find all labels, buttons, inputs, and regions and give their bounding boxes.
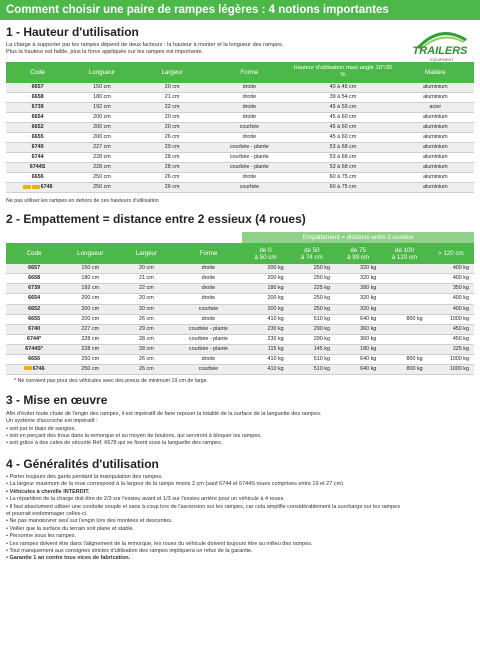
load-cell: 360 kg — [335, 334, 381, 344]
empattement-group-header: Empattement = distance entre 2 essieux — [242, 232, 474, 243]
table-cell: 26 cm — [135, 183, 210, 193]
load-cell: 250 kg — [289, 304, 335, 314]
load-cell: 640 kg — [335, 354, 381, 364]
load-cell: 290 kg — [289, 334, 335, 344]
load-cell: 200 kg — [242, 294, 288, 304]
table-cell: droite — [174, 314, 242, 324]
col-dist-0-50: de 0 à 50 cm — [242, 243, 288, 264]
load-cell: 410 kg — [242, 354, 288, 364]
table-cell: 20 cm — [118, 294, 174, 304]
table-row — [6, 274, 474, 284]
table-cell: aluminium — [397, 143, 474, 153]
load-cell: 320 kg — [335, 274, 381, 284]
table-cell: droite — [174, 284, 242, 294]
col-dist-over-120: > 120 cm — [428, 243, 474, 264]
badge-icon — [32, 185, 40, 189]
table-row — [6, 123, 474, 133]
badge-icon — [24, 366, 32, 370]
table-cell: 26 cm — [135, 173, 210, 183]
load-cell: 400 kg — [381, 294, 474, 304]
col-longueur: Longueur — [69, 62, 135, 83]
list-item: • Tout manquement aux consignes strictes d'utilisation des rampes impliquera un refus de la garantie. — [6, 547, 253, 554]
code-cell: 6744S* — [6, 344, 62, 354]
table-cell: acier — [397, 102, 474, 112]
load-cell: 510 kg — [289, 354, 335, 364]
load-cell: 360 kg — [335, 324, 381, 334]
load-cell: 1000 kg — [428, 314, 474, 324]
table-cell: aluminium — [397, 133, 474, 143]
table-cell: aluminium — [397, 163, 474, 173]
table-cell: aluminium — [397, 112, 474, 122]
table-cell: 29 cm — [135, 143, 210, 153]
load-cell: 115 kg — [242, 344, 288, 354]
table-cell: droite — [210, 173, 290, 183]
badge-icon — [23, 185, 31, 189]
table-cell: 45 à 60 cm — [289, 133, 397, 143]
code-cell: 6740 — [6, 143, 69, 153]
section-4-text — [6, 474, 474, 563]
load-cell: 320 kg — [335, 294, 381, 304]
code-cell: 6652 — [6, 304, 62, 314]
table-cell: aluminium — [397, 183, 474, 193]
table-cell: 250 cm — [69, 183, 135, 193]
table-row — [6, 102, 474, 112]
table-cell: droite — [210, 102, 290, 112]
section-4-heading: 4 - Généralités d'utilisation — [6, 456, 159, 471]
table-cell: 28 cm — [135, 153, 210, 163]
col-code: Code — [6, 243, 62, 264]
table-cell: 21 cm — [135, 92, 210, 102]
table-cell: courbée — [210, 183, 290, 193]
load-cell: 640 kg — [335, 314, 381, 324]
table-row — [6, 173, 474, 183]
col-largeur: Largeur — [135, 62, 210, 83]
load-cell: 250 kg — [289, 294, 335, 304]
table-cell: 200 cm — [69, 123, 135, 133]
table-cell: 53 à 68 cm — [289, 163, 397, 173]
load-cell: 350 kg — [381, 284, 474, 294]
load-cell: 320 kg — [335, 304, 381, 314]
table-cell: 228 cm — [69, 163, 135, 173]
table-row — [6, 92, 474, 102]
code-cell: 6652 — [6, 123, 69, 133]
load-cell: 640 kg — [335, 364, 381, 374]
table-cell: 26 cm — [118, 364, 174, 374]
table-cell: 53 à 68 cm — [289, 143, 397, 153]
table-cell: 200 cm — [62, 314, 118, 324]
table-row — [6, 133, 474, 143]
code-cell: 6658 — [6, 274, 62, 284]
code-cell: 6744 — [6, 153, 69, 163]
table-cell: 200 cm — [62, 304, 118, 314]
load-cell: 230 kg — [242, 324, 288, 334]
col-code: Code — [6, 62, 69, 83]
table-cell: 26 cm — [118, 314, 174, 324]
code-cell: 6656 — [6, 354, 62, 364]
section-1-intro: La charge à supporter par les rampes dépend de deux facteurs : la hauteur à monter et la longueur des rampes. Plus la hauteur est faible, plus la force appliquée sur les rampes est importante. — [6, 42, 284, 56]
list-item: et pourrait endommager celles-ci. — [6, 510, 88, 517]
table-cell: 40 à 45 cm — [289, 83, 397, 93]
text-line: Un système d'accroche est impératif : — [6, 418, 98, 425]
load-cell: 800 kg — [381, 354, 427, 364]
table-cell: 180 cm — [62, 274, 118, 284]
table-row — [6, 304, 474, 314]
load-cell: 410 kg — [242, 364, 288, 374]
table-row — [6, 294, 474, 304]
table-cell: 228 cm — [69, 153, 135, 163]
table-cell: droite — [174, 294, 242, 304]
load-cell: 410 kg — [242, 314, 288, 324]
col-forme: Forme — [210, 62, 290, 83]
table-cell: courbée - plante — [174, 324, 242, 334]
table-row — [6, 163, 474, 173]
load-cell: 200 kg — [242, 304, 288, 314]
section-1-heading: 1 - Hauteur d'utilisation — [6, 25, 139, 39]
table-row — [6, 324, 474, 334]
code-cell: 6744S — [6, 163, 69, 173]
table-row — [6, 334, 474, 344]
table-cell: 250 cm — [69, 173, 135, 183]
list-item: • Veiller que la surface du terrain soit plane et stable. — [6, 525, 135, 532]
col-dist-75-99: de 75 à 99 cm — [335, 243, 381, 264]
load-cell: 510 kg — [289, 364, 335, 374]
table-cell: 20 cm — [118, 304, 174, 314]
table-row — [6, 153, 474, 163]
table-cell: 200 cm — [69, 133, 135, 143]
load-cell: 400 kg — [381, 274, 474, 284]
table-row — [6, 183, 474, 193]
table-cell: 60 à 75 cm — [289, 183, 397, 193]
table-cell: 26 cm — [118, 354, 174, 364]
code-cell: 6746 — [6, 183, 69, 193]
table-cell: 200 cm — [69, 112, 135, 122]
load-cell: 225 kg — [289, 284, 335, 294]
text-line: Afin d'éviter toute chute de l'engin des rampes, il est impératif de faire reposer la totalité de la surface de la languette des rampes. — [6, 410, 322, 417]
table-cell: 20 cm — [118, 264, 174, 274]
table-row — [6, 264, 474, 274]
table-cell: 22 cm — [135, 102, 210, 112]
list-item: • Véhicules à chenille INTERDIT. — [6, 488, 90, 495]
table-row — [6, 344, 474, 354]
load-cell: 320 kg — [335, 264, 381, 274]
table-cell: droite — [210, 112, 290, 122]
load-cell: 400 kg — [381, 304, 474, 314]
code-cell: 6739 — [6, 102, 69, 112]
table-row — [6, 83, 474, 93]
table-cell: 20 cm — [135, 112, 210, 122]
col-dist-50-74: de 50 à 74 cm — [289, 243, 335, 264]
load-cell: 280 kg — [335, 284, 381, 294]
svg-text:TRAILERS: TRAILERS — [412, 45, 468, 57]
text-line: • soit en perçant des trous dans la remorque et au moyen de boulons, qui serviront à bloquer les rampes, — [6, 433, 262, 440]
code-cell: 6739 — [6, 284, 62, 294]
load-cell: 180 kg — [242, 284, 288, 294]
col-dist-100-120: de 100 à 120 cm — [381, 243, 427, 264]
code-cell: 6654 — [6, 112, 69, 122]
table-cell: courbée - plante — [174, 334, 242, 344]
list-item: • Personne sous les rampes. — [6, 533, 77, 540]
table-cell: 150 cm — [62, 264, 118, 274]
table-cell: 28 cm — [118, 334, 174, 344]
table-row — [6, 364, 474, 374]
section-1-note: Ne pas utiliser les rampes en dehors de ces hauteurs d'utilisation — [6, 198, 159, 205]
col-hauteur: Hauteur d'utilisation maxi angle 16°/30 % — [289, 62, 397, 83]
section-3-text — [6, 411, 474, 448]
section-2-note: * Ne convient pas pour des véhicules avec des pneus de minimum 19 cm de large. — [14, 377, 209, 384]
load-cell: 230 kg — [242, 334, 288, 344]
code-cell: 6746 — [6, 364, 62, 374]
section-2-heading: 2 - Empattement = distance entre 2 essieux (4 roues) — [6, 212, 306, 227]
table-cell: courbée - plante — [210, 163, 290, 173]
table-row — [6, 354, 474, 364]
load-cell: 290 kg — [289, 324, 335, 334]
table-cell: 39 à 54 cm — [289, 92, 397, 102]
table-row — [6, 112, 474, 122]
table-cell: courbée - plante — [174, 344, 242, 354]
col-matiere: Matière — [397, 62, 474, 83]
load-cell: 800 kg — [381, 364, 427, 374]
list-item: • Garantie 1 an contre tous vices de fabrication. — [6, 555, 131, 562]
load-cell: 250 kg — [289, 264, 335, 274]
table-cell: 227 cm — [62, 324, 118, 334]
table-cell: 28 cm — [135, 163, 210, 173]
table-row — [6, 284, 474, 294]
table-row — [6, 143, 474, 153]
table-cell: courbée - plante — [210, 153, 290, 163]
load-cell: 450 kg — [381, 324, 474, 334]
load-cell: 400 kg — [381, 264, 474, 274]
table-cell: 20 cm — [135, 123, 210, 133]
table-cell: droite — [210, 133, 290, 143]
table-cell: aluminium — [397, 123, 474, 133]
table-cell: 250 cm — [62, 354, 118, 364]
list-item: • Il faut absolument utiliser une conduite souple et sans à-coup lors de l'ascension sur les rampes, car cela amplifie considérablement la surcharge sur les rampes — [6, 503, 400, 510]
table-cell: courbée — [174, 304, 242, 314]
table-cell: 180 cm — [69, 92, 135, 102]
code-cell: 6654 — [6, 294, 62, 304]
table-cell: 45 à 60 cm — [289, 112, 397, 122]
code-cell: 6657 — [6, 83, 69, 93]
table-cell: droite — [210, 83, 290, 93]
load-cell: 450 kg — [381, 334, 474, 344]
trailers-equipment-logo — [408, 26, 472, 66]
load-cell: 200 kg — [242, 264, 288, 274]
table-cell: 26 cm — [135, 133, 210, 143]
table-cell: droite — [210, 92, 290, 102]
table-cell: 22 cm — [118, 284, 174, 294]
load-cell: 225 kg — [381, 344, 474, 354]
text-line: • soit grâce à des cales de sécurité Réf. 6678 qui se fixent sous la languette des rampes. — [6, 440, 223, 447]
table-cell: 250 cm — [62, 364, 118, 374]
table-cell: 53 à 68 cm — [289, 153, 397, 163]
page-title: Comment choisir une paire de rampes légères : 4 notions importantes — [0, 0, 480, 20]
load-cell: 800 kg — [381, 314, 427, 324]
load-cell: 180 kg — [335, 344, 381, 354]
table-cell: aluminium — [397, 83, 474, 93]
list-item: • Porter toujours des gants pendant la manipulation des rampes. — [6, 473, 163, 480]
load-cell: 145 kg — [289, 344, 335, 354]
list-item: • Ne pas manœuvrer seul sur l'engin lors des montées et descentes. — [6, 518, 173, 525]
load-cell: 250 kg — [289, 274, 335, 284]
table-cell: aluminium — [397, 153, 474, 163]
table-cell: 29 cm — [118, 324, 174, 334]
code-cell: 6655 — [6, 314, 62, 324]
list-item: • Les rampes doivent être dans l'alignement de la remorque, les roues du véhicule doivent toujours être au milieu des rampes. — [6, 540, 313, 547]
table-cell: 192 cm — [69, 102, 135, 112]
list-item: • La répartition de la charge doit être de 2/3 sur l'essieu avant et 1/3 sur l'essieu arrière pour un véhicule à 4 roues. — [6, 496, 285, 503]
table-cell: courbée — [210, 123, 290, 133]
load-cell: 1000 kg — [428, 364, 474, 374]
table-cell: 20 cm — [135, 83, 210, 93]
code-cell: 6740 — [6, 324, 62, 334]
table-cell: 192 cm — [62, 284, 118, 294]
code-cell: 6655 — [6, 133, 69, 143]
table-cell: aluminium — [397, 92, 474, 102]
load-cell: 200 kg — [242, 274, 288, 284]
table-cell: courbée - plante — [210, 143, 290, 153]
svg-text:EQUIPMENT: EQUIPMENT — [430, 57, 454, 62]
col-longueur: Longueur — [62, 243, 118, 264]
code-cell: 6656 — [6, 173, 69, 183]
wheelbase-table — [6, 232, 474, 375]
code-cell: 6657 — [6, 264, 62, 274]
list-item: • La largeur maximum de la roue correspond à la largeur de la rampe moins 2 cm (sauf 6744 et 6744S roues comprises entre 19 et 27 cm). — [6, 481, 345, 488]
code-cell: 6658 — [6, 92, 69, 102]
load-cell: 510 kg — [289, 314, 335, 324]
table-cell: 21 cm — [118, 274, 174, 284]
load-cell: 1000 kg — [428, 354, 474, 364]
table-cell: 228 cm — [62, 334, 118, 344]
table-cell: courbée — [174, 364, 242, 374]
table-cell: droite — [174, 264, 242, 274]
section-3-heading: 3 - Mise en œuvre — [6, 392, 108, 407]
table-cell: droite — [174, 354, 242, 364]
code-cell: 6744* — [6, 334, 62, 344]
table-row — [6, 314, 474, 324]
text-line: • soit par le biais de sangles, — [6, 425, 76, 432]
col-forme: Forme — [174, 243, 242, 264]
col-largeur: Largeur — [118, 243, 174, 264]
table-cell: 150 cm — [69, 83, 135, 93]
table-cell: aluminium — [397, 173, 474, 183]
table-cell: 45 à 59 cm — [289, 102, 397, 112]
table-cell: 200 cm — [62, 294, 118, 304]
table-cell: 227 cm — [69, 143, 135, 153]
table-cell: 60 à 75 cm — [289, 173, 397, 183]
table-cell: 28 cm — [118, 344, 174, 354]
table-cell: droite — [174, 274, 242, 284]
table-cell: 228 cm — [62, 344, 118, 354]
height-table — [6, 62, 474, 194]
table-cell: 45 à 60 cm — [289, 123, 397, 133]
